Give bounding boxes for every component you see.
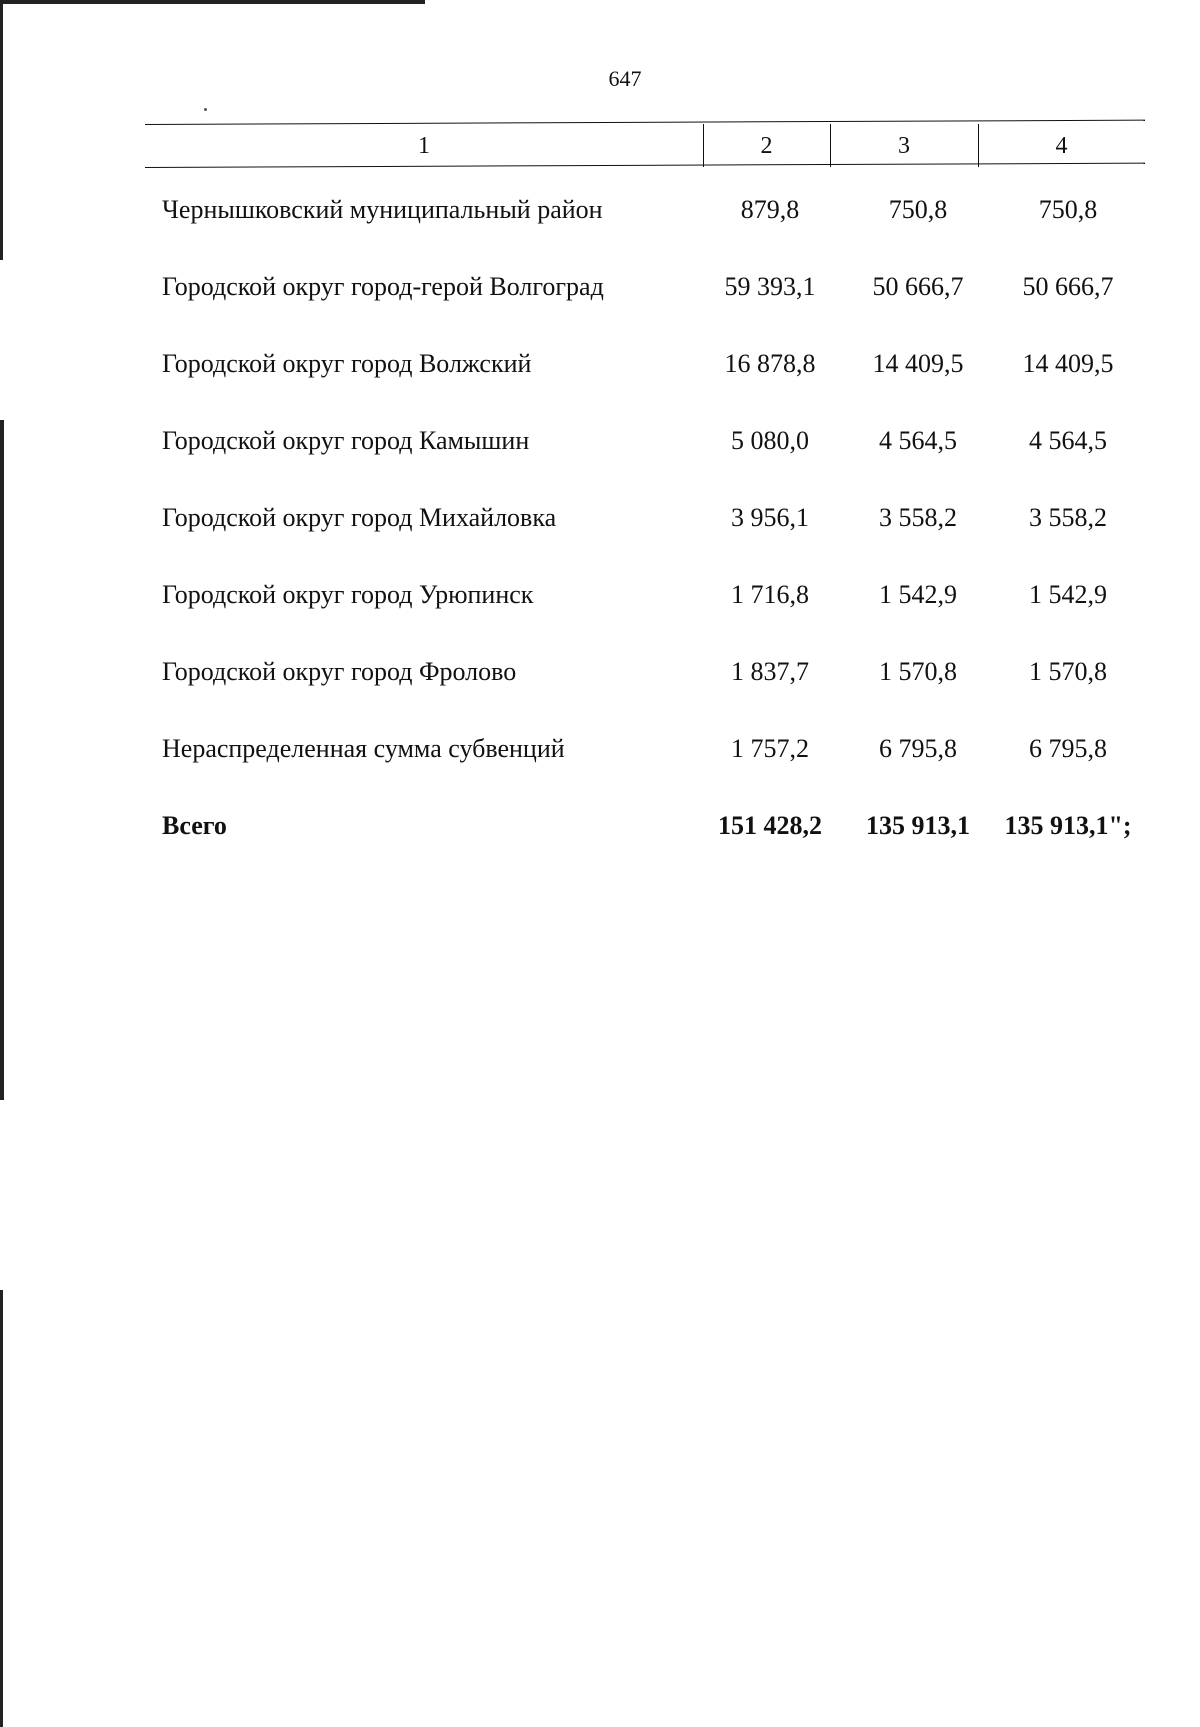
row-value-col-4: 3 558,2 bbox=[1029, 503, 1107, 532]
row-value-col-2: 16 878,8 bbox=[724, 349, 816, 378]
total-value-col-4: 135 913,1"; bbox=[1004, 811, 1132, 840]
row-value-col-2: 879,8 bbox=[740, 195, 800, 224]
row-name: Нераспределенная сумма субвенций bbox=[162, 734, 565, 763]
row-name: Городской округ город Камышин bbox=[162, 426, 530, 455]
table-row bbox=[0, 267, 1200, 307]
row-name: Городской округ город Михайловка bbox=[162, 503, 557, 532]
table-row bbox=[0, 652, 1200, 692]
row-value-col-2: 1 837,7 bbox=[731, 657, 809, 686]
row-value-col-2: 5 080,0 bbox=[731, 426, 809, 455]
row-name: Городской округ город Урюпинск bbox=[162, 580, 534, 609]
row-value-col-4: 750,8 bbox=[1038, 195, 1098, 224]
row-value-col-2: 3 956,1 bbox=[731, 503, 809, 532]
row-value-col-2: 1 716,8 bbox=[731, 580, 809, 609]
row-name: Городской округ город Фролово bbox=[162, 657, 517, 686]
page-number: 647 bbox=[608, 66, 642, 91]
table-row bbox=[0, 190, 1200, 230]
table-row bbox=[0, 729, 1200, 769]
scan-edge-top bbox=[0, 0, 425, 4]
table-header-top-border bbox=[145, 120, 1145, 125]
row-name: Чернышковский муниципальный район bbox=[162, 195, 603, 224]
row-value-col-4: 1 542,9 bbox=[1029, 580, 1107, 609]
row-value-col-2: 59 393,1 bbox=[724, 272, 816, 301]
row-value-col-3: 14 409,5 bbox=[872, 349, 964, 378]
row-value-col-3: 6 795,8 bbox=[879, 734, 957, 763]
table-row-total bbox=[0, 806, 1200, 846]
row-name: Городской округ город Волжский bbox=[162, 349, 532, 378]
total-value-col-3: 135 913,1 bbox=[866, 811, 970, 840]
table-row bbox=[0, 421, 1200, 461]
row-value-col-4: 14 409,5 bbox=[1022, 349, 1114, 378]
table-header-col-1: 1 bbox=[418, 133, 430, 159]
row-value-col-3: 50 666,7 bbox=[872, 272, 964, 301]
table-row bbox=[0, 498, 1200, 538]
total-label: Всего bbox=[162, 811, 227, 840]
row-value-col-3: 4 564,5 bbox=[879, 426, 957, 455]
row-value-col-3: 750,8 bbox=[888, 195, 948, 224]
row-value-col-2: 1 757,2 bbox=[731, 734, 809, 763]
row-value-col-3: 1 542,9 bbox=[879, 580, 957, 609]
scan-speck bbox=[204, 108, 207, 111]
table-row bbox=[0, 344, 1200, 384]
row-name: Городской округ город-герой Волгоград bbox=[162, 272, 604, 301]
total-value-col-2: 151 428,2 bbox=[718, 811, 822, 840]
row-value-col-4: 1 570,8 bbox=[1029, 657, 1107, 686]
row-value-col-4: 6 795,8 bbox=[1029, 734, 1107, 763]
row-value-col-4: 50 666,7 bbox=[1022, 272, 1114, 301]
scan-edge-left bbox=[0, 1290, 3, 1727]
row-value-col-3: 1 570,8 bbox=[879, 657, 957, 686]
row-value-col-4: 4 564,5 bbox=[1029, 426, 1107, 455]
row-value-col-3: 3 558,2 bbox=[879, 503, 957, 532]
table-header-col-2: 2 bbox=[760, 133, 773, 159]
table-header-col-4: 4 bbox=[1055, 133, 1068, 159]
table-header-col-3: 3 bbox=[898, 133, 910, 159]
table-row bbox=[0, 575, 1200, 615]
